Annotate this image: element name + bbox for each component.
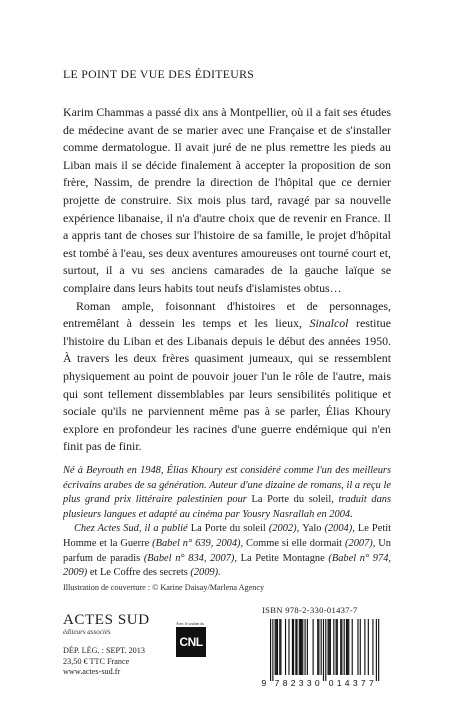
book-title: Sinalcol — [309, 316, 349, 331]
website: www.actes-sud.fr — [63, 667, 121, 677]
summary-paragraph-1: Karim Chammas a passé dix ans à Montpellier, où il a fait ses études de médecine avant de se marier avec une Française et de s'installer comme dermatologue. Il avait juré de ne plus remettre les pieds au Liban mais il se décide finalement à accepter la proposition de son frère, Nassim, de prendre la direction de l'hôpital que ce dernier projette de construire. Six mois plus tard, ravagé par sa nouvelle expérience libanaise, il n'a d'autre choix que de revenir en France. Il a appris tant de choses sur l'histoire de sa famille, le projet d'hôpital est tombé à l'eau, ses deux aventures amoureuses ont tourné court et, surtout, il a vu ses anciens camarades de la gauche laïque se complaire dans leurs habits tout neufs d'islamistes obtus… — [63, 105, 391, 295]
barcode-digit: 3 — [306, 678, 312, 688]
bio-p1-a: Né à Beyrouth en 1948, Élias Khoury est considéré comme l'un des meilleurs écrivains arabes de sa génération. Auteur d'une dizaine de romans, il a reçu le plus grand prix littéraire palestinien pour — [63, 465, 391, 506]
barcode-bar — [302, 619, 303, 675]
barcode-bar — [277, 619, 278, 675]
bio-paragraph-1 — [63, 464, 391, 522]
publisher-logo — [63, 612, 150, 636]
barcode-bar — [341, 619, 342, 675]
barcode-digit: 3 — [298, 678, 304, 688]
barcode-bar — [368, 619, 369, 675]
bio-p2-g: (Babel n° 639, 2004), — [149, 537, 247, 549]
barcode-bar — [301, 619, 302, 675]
barcode-bar — [347, 619, 348, 675]
barcode-bar — [288, 619, 289, 675]
publisher-subtitle: éditeurs associés — [63, 628, 111, 636]
barcode-digit: 7 — [368, 678, 374, 688]
isbn-label: ISBN 978-2-330-01437-7 — [262, 605, 358, 615]
barcode-bar — [325, 619, 326, 681]
bio-p2-m: (Babel n° 974, 2009) — [63, 552, 391, 579]
barcode-bar — [346, 619, 347, 675]
barcode-bar — [333, 619, 334, 675]
summary-text — [63, 104, 391, 456]
bio-title-7: Le Coffre des secrets — [99, 567, 188, 579]
author-bio — [63, 464, 391, 581]
barcode-bar — [276, 619, 277, 675]
barcode-digits — [262, 678, 374, 688]
bio-title-porte: La Porte du soleil — [251, 494, 332, 506]
barcode-bar — [360, 619, 361, 675]
cnl-logo-icon: CNL — [176, 627, 206, 657]
summary-paragraph-2 — [63, 298, 391, 456]
barcode-bar — [272, 619, 273, 681]
barcode-bar — [305, 619, 306, 675]
barcode-bar — [300, 619, 301, 675]
barcode-bar — [313, 619, 314, 675]
barcode-digit: 0 — [314, 678, 320, 688]
barcode-bar — [328, 619, 329, 675]
barcode-bar — [330, 619, 331, 675]
bio-p2-p: (2009). — [187, 567, 221, 579]
barcode-digit: 7 — [274, 678, 280, 688]
bio-title-2: Yalo — [302, 523, 322, 535]
barcode-bar — [376, 619, 377, 681]
barcode-bar — [337, 619, 338, 675]
barcode-bar — [296, 619, 297, 675]
barcode-bar — [275, 619, 276, 675]
barcode-bar — [372, 619, 373, 675]
barcode-bar — [323, 619, 324, 681]
barcode-digit: 2 — [290, 678, 296, 688]
barcode-digit: 3 — [352, 678, 358, 688]
legal-deposit: DÉP. LÉG. : SEPT. 2013 — [63, 646, 145, 655]
barcode-bar — [307, 619, 308, 675]
barcode-bar — [364, 619, 365, 675]
barcode-digit: 8 — [282, 678, 288, 688]
summary-p2-end: restitue l'histoire du Liban et des Libanais depuis le début des années 1950. À travers les deux frères quasiment jumeaux, qui se ressemblent physiquement au point de pouvoir jouer l'un le rôle de l'autre, mais qui sont tellement dissemblables par leurs sensibilités politique et sociale qu'ils ne parviennent même pas à se parler, Élias Khoury explore en profondeur les racines d'une guerre endémique qui n'en finit pas de finir. — [63, 316, 391, 454]
publication-info — [63, 646, 145, 678]
bio-p2-c: (2002), — [265, 523, 303, 535]
barcode-bar — [295, 619, 296, 675]
barcode-bar — [299, 619, 300, 675]
bio-title-4: Comme si elle dormait — [246, 537, 343, 549]
publisher-name: ACTES SUD — [63, 612, 150, 628]
bio-p1-c: , traduit dans plusieurs langues et adapté au cinéma par Yousry Nasrallah en 2004. — [63, 494, 392, 520]
bio-p2-i: (2007), — [342, 537, 379, 549]
barcode-bar — [344, 619, 345, 675]
cover-credit: Illustration de couverture : © Karine Daisay/Marlena Agency — [63, 583, 265, 592]
bio-p2-k: (Babel n° 834, 2007), — [140, 552, 241, 564]
barcode-bar — [317, 619, 318, 675]
bio-paragraph-2 — [63, 522, 391, 580]
price: 23,50 € TTC France — [63, 656, 130, 666]
bio-title-5: Un parfum de paradis — [63, 537, 391, 564]
barcode-bar — [279, 619, 280, 675]
barcode-bar — [280, 619, 281, 675]
barcode-bar — [352, 619, 353, 675]
cnl-support — [176, 622, 222, 657]
barcode-bar — [318, 619, 319, 675]
barcode-digit: 7 — [360, 678, 366, 688]
bio-p2-e: (2004), — [321, 523, 358, 535]
barcode-bar — [348, 619, 349, 675]
bio-title-3: Le Petit Homme et la Guerre — [63, 523, 391, 549]
bio-p2-n: et — [89, 567, 100, 579]
barcode-digit: 4 — [344, 678, 350, 688]
bio-title-1: La Porte du soleil — [190, 523, 266, 535]
barcode-bar — [321, 619, 322, 675]
barcode-bar — [270, 619, 271, 681]
barcode-bars — [270, 619, 379, 681]
bio-title-6: La Petite Montagne — [240, 552, 325, 564]
barcode-bar — [378, 619, 379, 681]
barcode-digit: 9 — [261, 678, 267, 688]
barcode-bar — [293, 619, 294, 675]
bio-p2-a: Chez Actes Sud, il a publié — [74, 523, 191, 535]
barcode-bar — [292, 619, 293, 675]
barcode-bar — [329, 619, 330, 675]
summary-p2-start: Roman ample, foisonnant d'histoires et de personnages, entremêlant à dessein les temps et les lieux, — [63, 298, 391, 331]
barcode-bar — [285, 619, 286, 675]
barcode-bar — [357, 619, 358, 675]
barcode-bar — [340, 619, 341, 675]
barcode-icon — [258, 617, 391, 688]
barcode-digit: 1 — [336, 678, 342, 688]
barcode-digit: 0 — [328, 678, 334, 688]
cnl-label: Avec le soutien du — [176, 622, 205, 626]
barcode-bar — [336, 619, 337, 675]
section-heading: LE POINT DE VUE DES ÉDITEURS — [63, 67, 255, 81]
